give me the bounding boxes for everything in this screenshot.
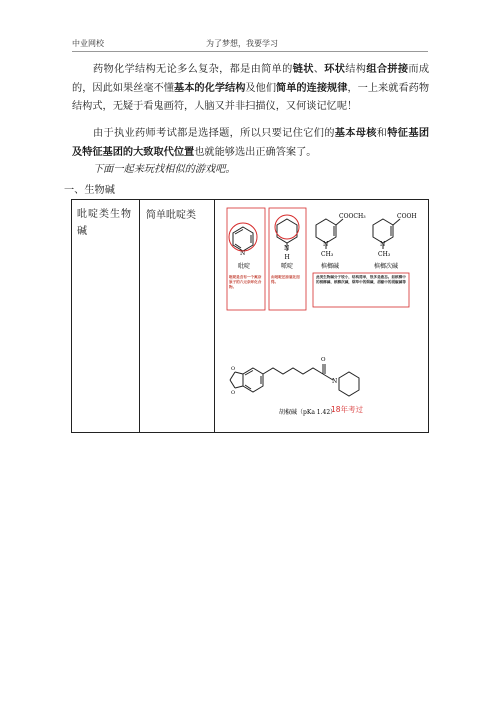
- pyridine-structures-figure: [223, 205, 426, 327]
- header-school: 中业网校: [72, 39, 104, 48]
- page-header: [72, 38, 428, 52]
- arecoline-name: 槟榔碱: [321, 263, 340, 270]
- arecoline-cooch3: COOCH₃: [339, 213, 366, 220]
- alkaloid-table: [71, 199, 429, 433]
- arecaidine-ch3: CH₃: [378, 251, 391, 258]
- header-rule: [72, 51, 428, 52]
- piperine-o-label-2: O: [231, 390, 236, 396]
- pyridine-name: 吡啶: [238, 263, 251, 270]
- piperine-o-label-1: O: [231, 366, 236, 372]
- table-divider-1: [139, 200, 140, 432]
- section-title: 一、生物碱: [64, 185, 115, 196]
- arecoline-ch3: CH₃: [321, 251, 334, 258]
- piperine-n-label: N: [332, 378, 338, 385]
- piperidine-name: 哌啶: [281, 263, 294, 270]
- pyridine-note: 吡啶是含有一个氮杂原子的六元杂环化合物。: [229, 275, 262, 289]
- arecaidine-n-label: N: [380, 241, 386, 248]
- arecoline-n-label: N: [323, 241, 329, 248]
- piperine-figure: [223, 346, 426, 426]
- pyridine-n-label: N: [240, 250, 246, 257]
- piperine-carbonyl-o: O: [321, 357, 326, 363]
- arecaidine-name: 槟榔次碱: [374, 263, 399, 270]
- arecoline-structure: [316, 219, 343, 249]
- paragraph-game: 下面一起来玩找相似的游戏吧。: [93, 164, 236, 175]
- piperine-name: 胡椒碱（pKa 1.42）: [279, 409, 337, 416]
- exam-note: 18年考过: [331, 405, 364, 414]
- piperidine-note: 由吡啶还原氢化而得。: [271, 275, 300, 284]
- piperidine-n-label: N: [284, 245, 290, 252]
- piperine-structure: [230, 364, 359, 396]
- pyridine-structure: [233, 227, 253, 251]
- arecoline-note: 此类生物碱分子较小，结构简单，很多是液态。如槟榔中的槟榔碱、槟榔次碱，烟草中的烟碱，胡椒中的胡椒碱等: [316, 275, 406, 284]
- paragraph-intro: 药物化学结构无论多么复杂，都是由简单的链状、环状结构组合拼接而成的，因此如果丝毫不懂基本的化学结构及他们简单的连接规律，一上来就看药物结构式，无疑于看鬼画符，人脑又并非扫描仪，又何谈记忆呢！: [72, 63, 430, 113]
- piperidine-h-label: H: [284, 254, 290, 261]
- header-slogan: 为了梦想，我要学习: [206, 39, 278, 48]
- arecaidine-structure: [373, 219, 400, 249]
- subcategory-cell: 简单吡啶类: [146, 210, 196, 221]
- category-cell: 吡啶类生物碱: [77, 209, 132, 237]
- table-divider-2: [214, 200, 215, 432]
- paragraph-exam: 由于执业药师考试都是选择题，所以只要记住它们的基本母核和特征基团及特征基团的大致取代位置也就能够选出正确答案了。: [72, 127, 430, 159]
- arecaidine-cooh: COOH: [397, 213, 417, 220]
